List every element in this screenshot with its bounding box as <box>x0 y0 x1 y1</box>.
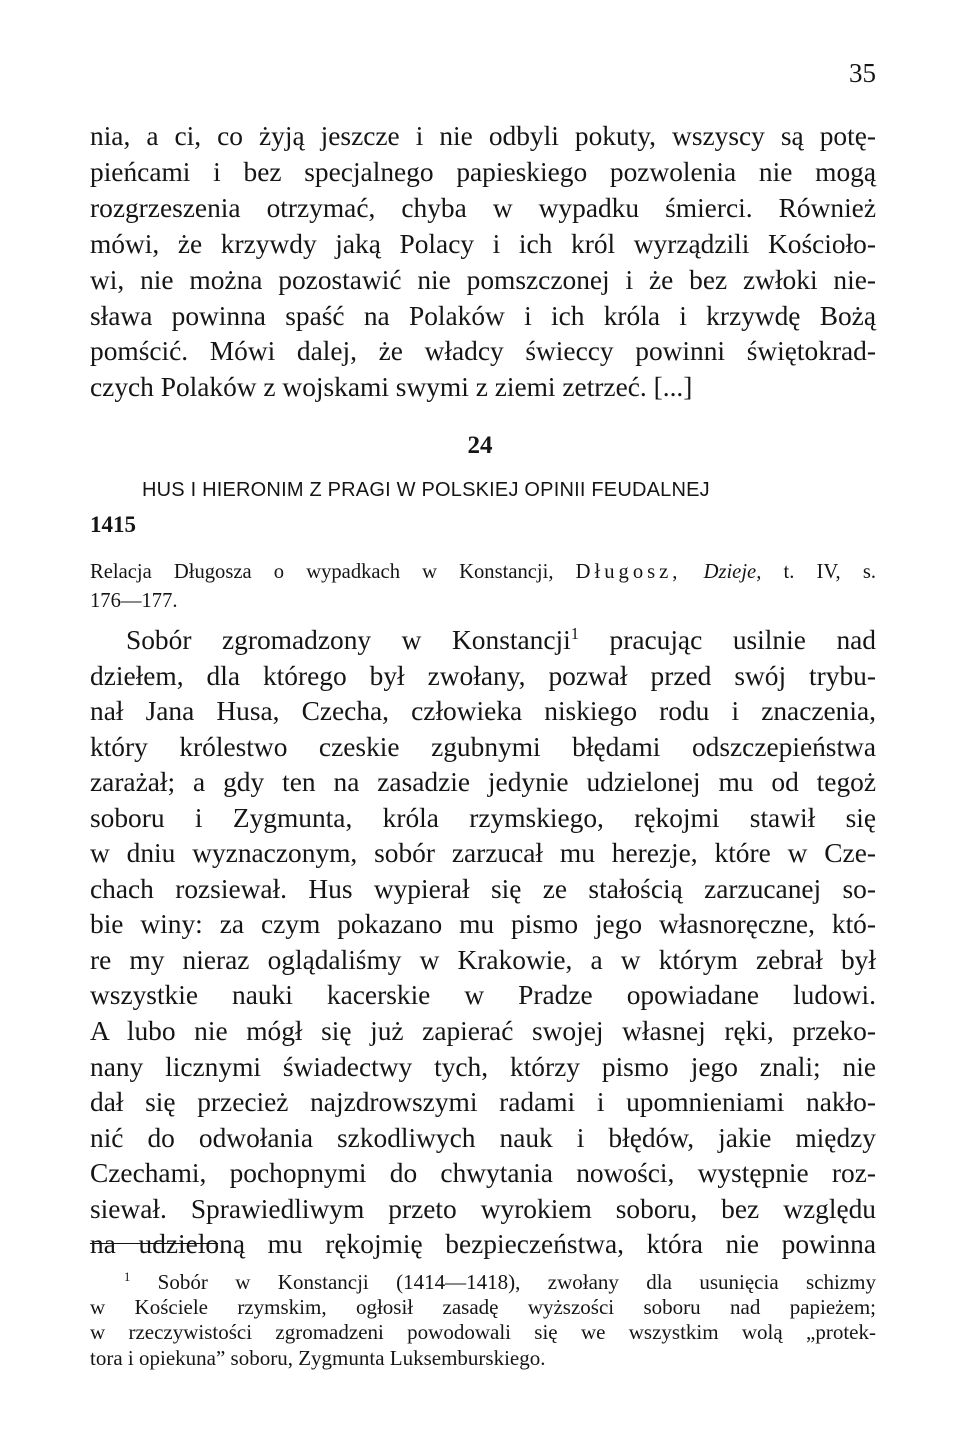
source-line <box>90 558 876 587</box>
text-line: na udzieloną mu rękojmię bezpieczeństwa, która nie powinna <box>90 1229 876 1260</box>
source-work: Dzieje, <box>703 561 762 583</box>
text-line: sława powinna spaść na Polaków i ich króla i krzywdę Bożą <box>90 300 876 331</box>
text-line: który królestwo czeskie zgubnymi błędami odszczepieństwa <box>90 731 876 762</box>
footnote-text: Sobór w Konstancji (1414—1418), zwołany dla usunięcia schizmy <box>130 1270 876 1294</box>
footnote-line: w rzeczywistości zgromadzeni powodowali się we wszystkim wolą „protek- <box>90 1320 876 1345</box>
text-line: nany licznymi świadectwy tych, którzy pismo jego znali; nie <box>90 1051 876 1082</box>
document-number: 24 <box>467 432 493 459</box>
text-line: pieńcami i bez specjalnego papieskiego pozwolenia nie mogą <box>90 156 876 187</box>
main-paragraph <box>90 623 876 1263</box>
text-line: w dniu wyznaczonym, sobór zarzucał mu herezje, które w Cze- <box>90 838 876 869</box>
text-segment: pracując usilnie nad <box>578 625 876 655</box>
text-line: wi, nie można pozostawić nie pomszczonej i że bez zwłoki nie- <box>90 264 876 295</box>
source-author: Długosz, <box>575 561 682 583</box>
text-line: nić do odwołania szkodliwych nauk i błędów, jakie między <box>90 1122 876 1153</box>
text-line: nia, a ci, co żyją jeszcze i nie odbyli pokuty, wszyscy są potę- <box>90 121 876 151</box>
source-citation <box>90 558 876 616</box>
intro-paragraph <box>90 119 876 406</box>
text-line: mówi, że krzywdy jaką Polacy i ich król wyrządzili Kościoło- <box>90 228 876 259</box>
text-line: chach rozsiewał. Hus wypierał się ze stałością zarzucanej so- <box>90 873 876 904</box>
text-line: re my nieraz oglądaliśmy w Krakowie, a w którym zebrał był <box>90 944 876 975</box>
page-number: 35 <box>849 58 876 88</box>
text-line: zarażał; a gdy ten na zasadzie jedynie udzielonej mu od tegoż <box>90 767 876 798</box>
document-year: 1415 <box>90 512 136 537</box>
text-line: soboru i Zygmunta, króla rzymskiego, rękojmi stawił się <box>90 802 876 833</box>
text-segment: Sobór zgromadzony w Konstancji <box>126 625 571 655</box>
text-line: wszystkie nauki kacerskie w Pradze opowiadane ludowi. <box>90 980 876 1011</box>
text-line <box>90 623 876 659</box>
footnote <box>90 1270 876 1371</box>
footnote-line <box>90 1270 876 1295</box>
text-line: dał się przecież najzdrowszymi radami i upomnieniami nakło- <box>90 1087 876 1118</box>
text-line: siewał. Sprawiedliwym przeto wyrokiem soboru, bez względu <box>90 1193 876 1224</box>
text-line: pomścić. Mówi dalej, że władcy świeccy powinni świętokrad- <box>90 336 876 367</box>
text-line: Czechami, pochopnymi do chwytania nowości, występnie roz- <box>90 1158 876 1189</box>
text-line: czych Polaków z wojskami swymi z ziemi zetrzeć. [...] <box>90 372 693 403</box>
document-title: HUS I HIERONIM Z PRAGI W POLSKIEJ OPINII FEUDALNEJ <box>142 479 710 501</box>
footnote-line: tora i opiekuna” soboru, Zygmunta Luksemburskiego. <box>90 1345 546 1370</box>
footnote-divider <box>90 1243 218 1244</box>
footnote-reference: 1 <box>570 623 579 643</box>
text-line: dziełem, dla którego był zwołany, pozwał przed swój trybu- <box>90 660 876 691</box>
source-line: 176—177. <box>90 590 178 612</box>
source-suffix: t. IV, s. <box>783 561 876 583</box>
footnote-line: w Kościele rzymskim, ogłosił zasadę wyższości soboru nad papieżem; <box>90 1295 876 1320</box>
text-line: rozgrzeszenia otrzymać, chyba w wypadku śmierci. Również <box>90 192 876 223</box>
source-prefix: Relacja Długosza o wypadkach w Konstancji, <box>90 561 554 583</box>
text-line: A lubo nie mógł się już zapierać swojej własnej ręki, przeko- <box>90 1016 876 1047</box>
text-line: bie winy: za czym pokazano mu pismo jego własnoręczne, któ- <box>90 909 876 940</box>
text-line: nał Jana Husa, Czecha, człowieka niskiego rodu i znaczenia, <box>90 696 876 727</box>
footnote-marker: 1 <box>124 1270 131 1284</box>
